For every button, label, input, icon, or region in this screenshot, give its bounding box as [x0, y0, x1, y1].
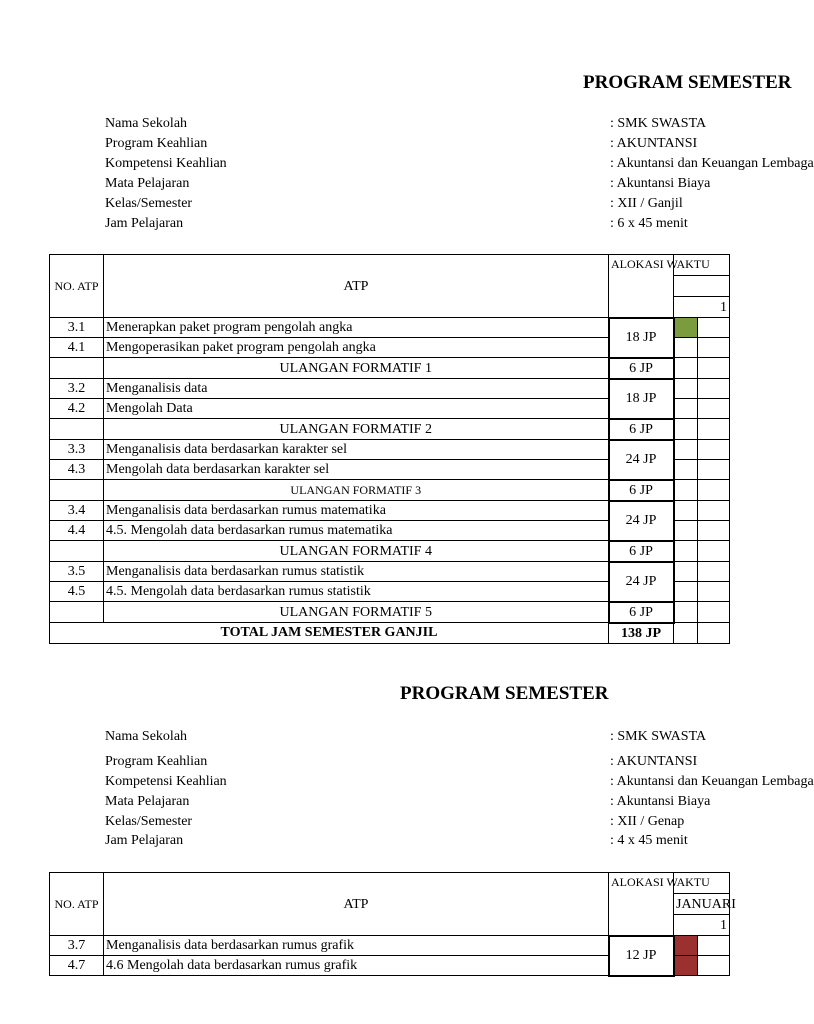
table-row — [50, 358, 730, 379]
week-cell — [698, 582, 730, 602]
atp-number — [50, 419, 104, 440]
total-label: TOTAL JAM SEMESTER GANJIL — [50, 623, 609, 644]
info-label: Kompetensi Keahlian — [105, 156, 227, 171]
atp-number: 4.5 — [50, 582, 104, 602]
info-labels — [105, 114, 227, 234]
header-alokasi: ALOKASI WAKTU — [609, 255, 674, 318]
atp-text: Mengolah Data — [104, 399, 609, 419]
total-value: 138 JP — [609, 623, 674, 644]
info-value: : Akuntansi Biaya — [610, 176, 711, 191]
week-cell — [698, 440, 730, 460]
week-cell — [698, 936, 730, 956]
info-label: Jam Pelajaran — [105, 833, 184, 848]
table-row — [50, 602, 730, 623]
week-cell — [698, 480, 730, 501]
header-sub — [674, 276, 730, 297]
week-cell — [674, 379, 698, 399]
week-cell — [698, 358, 730, 379]
week-cell — [674, 419, 698, 440]
week-cell — [674, 358, 698, 379]
week-cell — [698, 501, 730, 521]
info-value: : XII / Genap — [610, 814, 685, 829]
week-cell — [674, 460, 698, 480]
table-row — [50, 480, 730, 501]
table-row — [50, 379, 730, 399]
info-labels — [105, 727, 227, 851]
atp-table-ganjil — [49, 254, 730, 644]
info-label: Program Keahlian — [105, 136, 208, 151]
formatif-jp: 6 JP — [609, 419, 674, 440]
atp-number — [50, 358, 104, 379]
info-label: Kelas/Semester — [105, 196, 193, 211]
info-value: : Akuntansi Biaya — [610, 794, 711, 809]
header-week-1: 1 — [674, 915, 730, 936]
table-row — [50, 562, 730, 582]
info-label: Jam Pelajaran — [105, 216, 184, 231]
header-month: JANUARI — [674, 894, 730, 915]
info-value: : 4 x 45 menit — [610, 833, 688, 848]
week-cell — [698, 541, 730, 562]
header-no-atp: NO. ATP — [50, 873, 104, 936]
header-atp: ATP — [104, 255, 609, 318]
header-no-atp: NO. ATP — [50, 255, 104, 318]
info-value: : AKUNTANSI — [610, 754, 698, 769]
week-cell — [674, 480, 698, 501]
week-cell — [698, 419, 730, 440]
week-cell-filled — [674, 936, 698, 956]
week-cell — [698, 956, 730, 976]
atp-text: 4.5. Mengolah data berdasarkan rumus matematika — [104, 521, 609, 541]
week-cell — [674, 541, 698, 562]
table-header-row — [50, 873, 730, 894]
week-cell — [674, 338, 698, 358]
week-cell — [674, 521, 698, 541]
atp-text: Menganalisis data berdasarkan rumus statistik — [104, 562, 609, 582]
atp-text: Mengolah data berdasarkan karakter sel — [104, 460, 609, 480]
info-value: : SMK SWASTA — [610, 729, 707, 744]
table-row — [50, 501, 730, 521]
week-cell — [674, 562, 698, 582]
table-row — [50, 541, 730, 562]
week-cell — [698, 602, 730, 623]
atp-text: 4.6 Mengolah data berdasarkan rumus grafik — [104, 956, 609, 976]
week-cell — [698, 460, 730, 480]
week-cell — [698, 521, 730, 541]
info-values — [610, 727, 814, 851]
atp-number — [50, 602, 104, 623]
atp-number: 4.3 — [50, 460, 104, 480]
atp-text: Menganalisis data — [104, 379, 609, 399]
info-label: Mata Pelajaran — [105, 176, 190, 191]
table-header-row — [50, 255, 730, 276]
alokasi-value: 12 JP — [609, 936, 674, 976]
alokasi-value: 18 JP — [609, 379, 674, 419]
formatif-jp: 6 JP — [609, 358, 674, 379]
week-cell — [698, 623, 730, 644]
atp-number: 4.4 — [50, 521, 104, 541]
info-label: Nama Sekolah — [105, 729, 188, 744]
week-cell — [674, 602, 698, 623]
formatif-jp: 6 JP — [609, 541, 674, 562]
atp-number: 3.3 — [50, 440, 104, 460]
info-label: Kelas/Semester — [105, 814, 193, 829]
week-cell — [674, 582, 698, 602]
atp-table-genap — [49, 872, 736, 977]
atp-text: Menganalisis data berdasarkan karakter sel — [104, 440, 609, 460]
alokasi-value: 24 JP — [609, 562, 674, 602]
atp-number: 3.7 — [50, 936, 104, 956]
info-label: Kompetensi Keahlian — [105, 774, 227, 789]
info-value: : Akuntansi dan Keuangan Lembaga — [610, 774, 814, 789]
atp-text: Menganalisis data berdasarkan rumus grafik — [104, 936, 609, 956]
info-value: : XII / Ganjil — [610, 196, 683, 211]
atp-number: 3.5 — [50, 562, 104, 582]
atp-number: 4.7 — [50, 956, 104, 976]
atp-text: Mengoperasikan paket program pengolah angka — [104, 338, 609, 358]
total-row — [50, 623, 730, 644]
alokasi-value: 24 JP — [609, 440, 674, 480]
formatif-jp: 6 JP — [609, 480, 674, 501]
formatif-jp: 6 JP — [609, 602, 674, 623]
table-row — [50, 318, 730, 338]
atp-number: 4.1 — [50, 338, 104, 358]
info-label: Program Keahlian — [105, 754, 208, 769]
week-cell — [698, 318, 730, 338]
week-cell-filled — [674, 956, 698, 976]
formatif-label: ULANGAN FORMATIF 1 — [104, 358, 609, 379]
info-values — [610, 114, 814, 234]
week-cell — [674, 623, 698, 644]
week-cell — [698, 338, 730, 358]
table-row — [50, 419, 730, 440]
alokasi-value: 24 JP — [609, 501, 674, 541]
week-cell — [698, 379, 730, 399]
header-alokasi: ALOKASI WAKTU — [609, 873, 674, 936]
info-label: Mata Pelajaran — [105, 794, 190, 809]
formatif-label: ULANGAN FORMATIF 4 — [104, 541, 609, 562]
alokasi-value: 18 JP — [609, 318, 674, 358]
page-title: PROGRAM SEMESTER — [400, 683, 609, 704]
header-atp: ATP — [104, 873, 609, 936]
atp-text: Menerapkan paket program pengolah angka — [104, 318, 609, 338]
table-row — [50, 936, 730, 956]
header-week-1: 1 — [674, 297, 730, 318]
week-cell — [674, 501, 698, 521]
atp-text: Menganalisis data berdasarkan rumus matematika — [104, 501, 609, 521]
info-label: Nama Sekolah — [105, 116, 188, 131]
week-cell — [674, 440, 698, 460]
atp-number — [50, 541, 104, 562]
atp-number: 4.2 — [50, 399, 104, 419]
formatif-label: ULANGAN FORMATIF 3 — [104, 480, 609, 501]
week-cell — [698, 562, 730, 582]
info-value: : 6 x 45 menit — [610, 216, 688, 231]
atp-number — [50, 480, 104, 501]
page-title: PROGRAM SEMESTER — [583, 72, 792, 93]
atp-number: 3.4 — [50, 501, 104, 521]
week-cell — [698, 399, 730, 419]
week-cell — [674, 399, 698, 419]
atp-number: 3.1 — [50, 318, 104, 338]
week-cell-filled — [674, 318, 698, 338]
info-value: : AKUNTANSI — [610, 136, 698, 151]
info-value: : SMK SWASTA — [610, 116, 707, 131]
formatif-label: ULANGAN FORMATIF 5 — [104, 602, 609, 623]
info-value: : Akuntansi dan Keuangan Lembaga — [610, 156, 814, 171]
atp-text: 4.5. Mengolah data berdasarkan rumus statistik — [104, 582, 609, 602]
atp-number: 3.2 — [50, 379, 104, 399]
table-row — [50, 440, 730, 460]
formatif-label: ULANGAN FORMATIF 2 — [104, 419, 609, 440]
